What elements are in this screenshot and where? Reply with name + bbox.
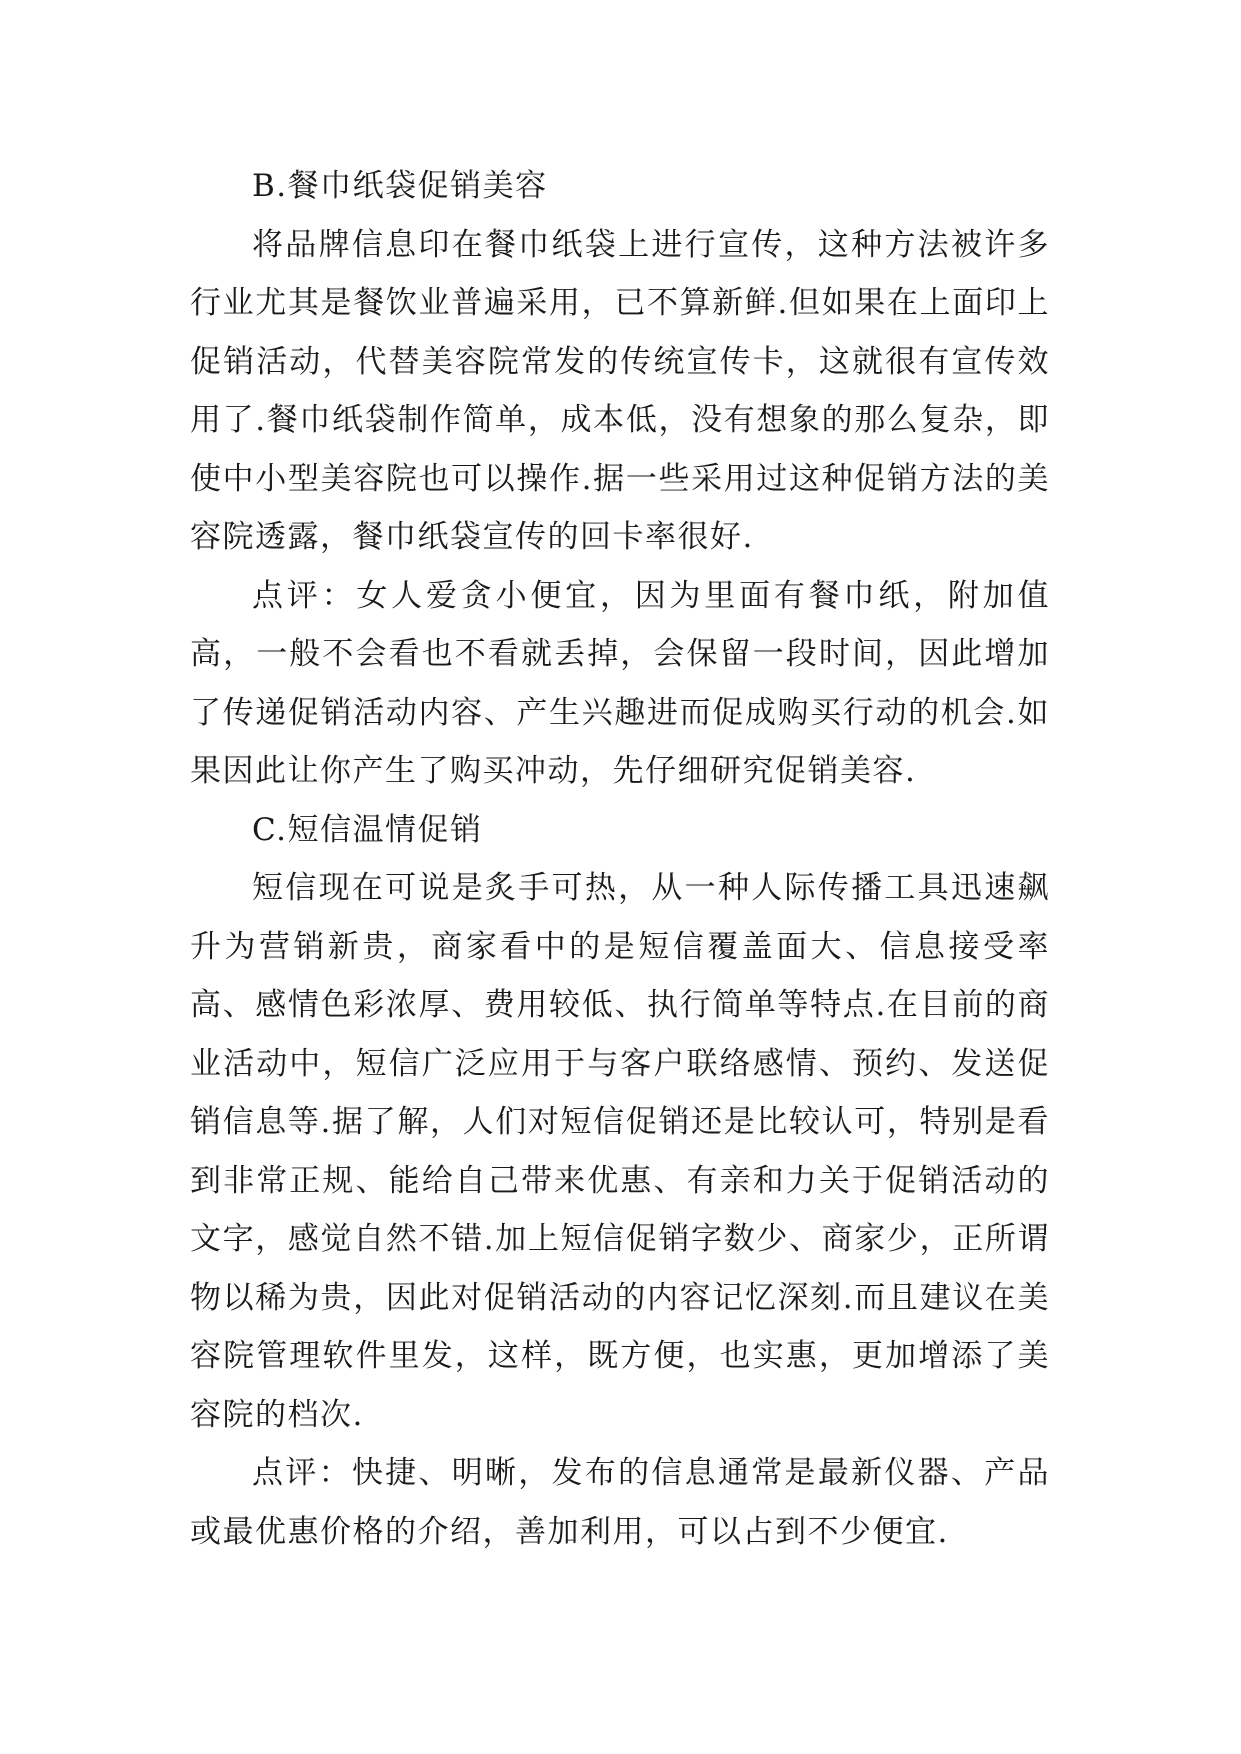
comment-paragraph: 点评：女人爱贪小便宜，因为里面有餐巾纸，附加值高，一般不会看也不看就丢掉，会保留一段时间，因此增加了传递促销活动内容、产生兴趣进而促成购买行动的机会.如果因此让你产生了购买冲动，先仔细研究促销美容. (190, 577, 1050, 789)
body-paragraph: 短信现在可说是炙手可热，从一种人际传播工具迅速飙升为营销新贵，商家看中的是短信覆盖面大、信息接受率高、感情色彩浓厚、费用较低、执行简单等特点.在目前的商业活动中，短信广泛应用于与客户联络感情、预约、发送促销信息等.据了解，人们对短信促销还是比较认可，特别是看到非常正规、能给自己带来优惠、有亲和力关于促销活动的文字，感觉自然不错.加上短信促销字数少、商家少，正所谓物以稀为贵，因此对促销活动的内容记忆深刻.而且建议在美容院管理软件里发，这样，既方便，也实惠，更加增添了美容院的档次. (190, 870, 1050, 1433)
document-body (190, 157, 1050, 1561)
section-heading-b: B.餐巾纸袋促销美容 (252, 168, 548, 204)
body-paragraph: 将品牌信息印在餐巾纸袋上进行宣传，这种方法被许多行业尤其是餐饮业普遍采用，已不算新鲜.但如果在上面印上促销活动，代替美容院常发的传统宣传卡，这就很有宣传效用了.餐巾纸袋制作简单，成本低，没有想象的那么复杂，即使中小型美容院也可以操作.据一些采用过这种促销方法的美容院透露，餐巾纸袋宣传的回卡率很好. (190, 226, 1050, 555)
section-heading-c: C.短信温情促销 (252, 811, 483, 848)
comment-paragraph: 点评：快捷、明晰，发布的信息通常是最新仪器、产品或最优惠价格的介绍，善加利用，可以占到不少便宜. (190, 1455, 1050, 1550)
